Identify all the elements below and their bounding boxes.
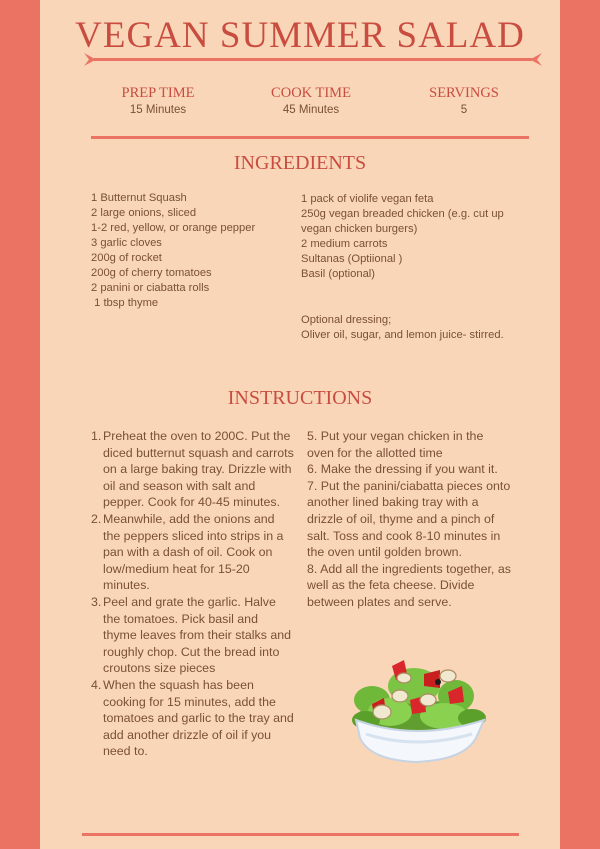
ingredient-item: 2 medium carrots <box>301 238 388 250</box>
ingredient-item: 1 pack of violife vegan feta <box>301 193 434 205</box>
meta-divider <box>91 136 529 139</box>
title-underline-banner <box>84 51 542 69</box>
left-border-stripe <box>0 0 40 849</box>
ingredient-item: 2 panini or ciabatta rolls <box>91 282 210 294</box>
step-number: 4. <box>91 677 102 692</box>
step-number: 3. <box>91 594 102 609</box>
cook-time <box>246 84 376 119</box>
cook-time-label: COOK TIME <box>271 85 351 101</box>
salad-bowl-illustration <box>344 656 494 764</box>
servings <box>399 84 529 119</box>
step-number: 1. <box>91 429 102 443</box>
step-text: Meanwhile, add the onions and the peppers sliced into strips in a pan with a dash of oil. Cook on low/medium heat for 15-20 minutes. <box>103 511 284 593</box>
instructions-list-right <box>307 428 513 611</box>
instruction-step <box>91 677 295 760</box>
ingredient-item: Sultanas (Optiional ) <box>301 253 403 265</box>
prep-time <box>93 84 223 119</box>
cook-time-value: 45 Minutes <box>282 104 340 116</box>
instruction-step <box>91 594 295 677</box>
ingredient-item: 3 garlic cloves <box>91 237 162 249</box>
prep-time-value: 15 Minutes <box>129 104 187 116</box>
servings-value: 5 <box>460 104 468 116</box>
ingredient-item: 200g of cherry tomatoes <box>91 267 212 279</box>
servings-label: SERVINGS <box>429 85 499 101</box>
optional-dressing-heading: Optional dressing; <box>301 314 392 326</box>
instructions-list-left <box>91 428 295 760</box>
step-number: 2. <box>91 511 102 526</box>
ingredients-list-right <box>301 192 529 282</box>
ingredient-item: 1-2 red, yellow, or orange pepper <box>91 222 256 234</box>
instruction-step <box>91 428 295 511</box>
instruction-step: 8. Add all the ingredients together, as well as the feta cheese. Divide between plates and serve. <box>307 561 511 609</box>
right-border-stripe <box>560 0 600 849</box>
optional-dressing-text: Oliver oil, sugar, and lemon juice- stirred. <box>301 329 504 341</box>
ingredient-item: 1 Butternut Squash <box>91 192 187 204</box>
ingredient-item: 200g of rocket <box>91 252 162 264</box>
instruction-step <box>91 511 295 594</box>
ingredient-item: Basil (optional) <box>301 268 375 280</box>
instruction-step: 6. Make the dressing if you want it. <box>307 462 498 477</box>
ingredients-list-left <box>91 191 291 311</box>
recipe-title: VEGAN SUMMER SALAD <box>75 15 525 56</box>
instruction-step: 7. Put the panini/ciabatta pieces onto another lined baking tray with a drizzle of oil, thyme and a pinch of salt. Toss and cook 8-10 minutes in the oven until golden brown. <box>307 478 511 560</box>
step-text: Preheat the oven to 200C. Put the diced butternut squash and carrots on a large baking tray. Drizzle with oil and season with salt and pepper. Cook for 40-45 minutes. <box>103 429 294 510</box>
instructions-heading: INSTRUCTIONS <box>227 387 373 409</box>
ingredient-item: 250g vegan breaded chicken (e.g. cut up vegan chicken burgers) <box>301 208 504 235</box>
ingredients-heading: INGREDIENTS <box>233 152 367 174</box>
step-text: When the squash has been cooking for 15 minutes, add the tomatoes and garlic to the tray and add another drizzle of oil if you need to. <box>103 677 294 759</box>
optional-dressing <box>301 313 541 343</box>
bottom-divider <box>82 833 519 836</box>
instruction-step: 5. Put your vegan chicken in the oven for the allotted time <box>307 429 484 460</box>
ingredient-item: 2 large onions, sliced <box>91 207 197 219</box>
ingredient-item: 1 tbsp thyme <box>91 297 159 309</box>
prep-time-label: PREP TIME <box>121 85 195 101</box>
step-text: Peel and grate the garlic. Halve the tomatoes. Pick basil and thyme leaves from their stalks and roughly chop. Cut the bread into croutons size pieces <box>103 594 292 676</box>
